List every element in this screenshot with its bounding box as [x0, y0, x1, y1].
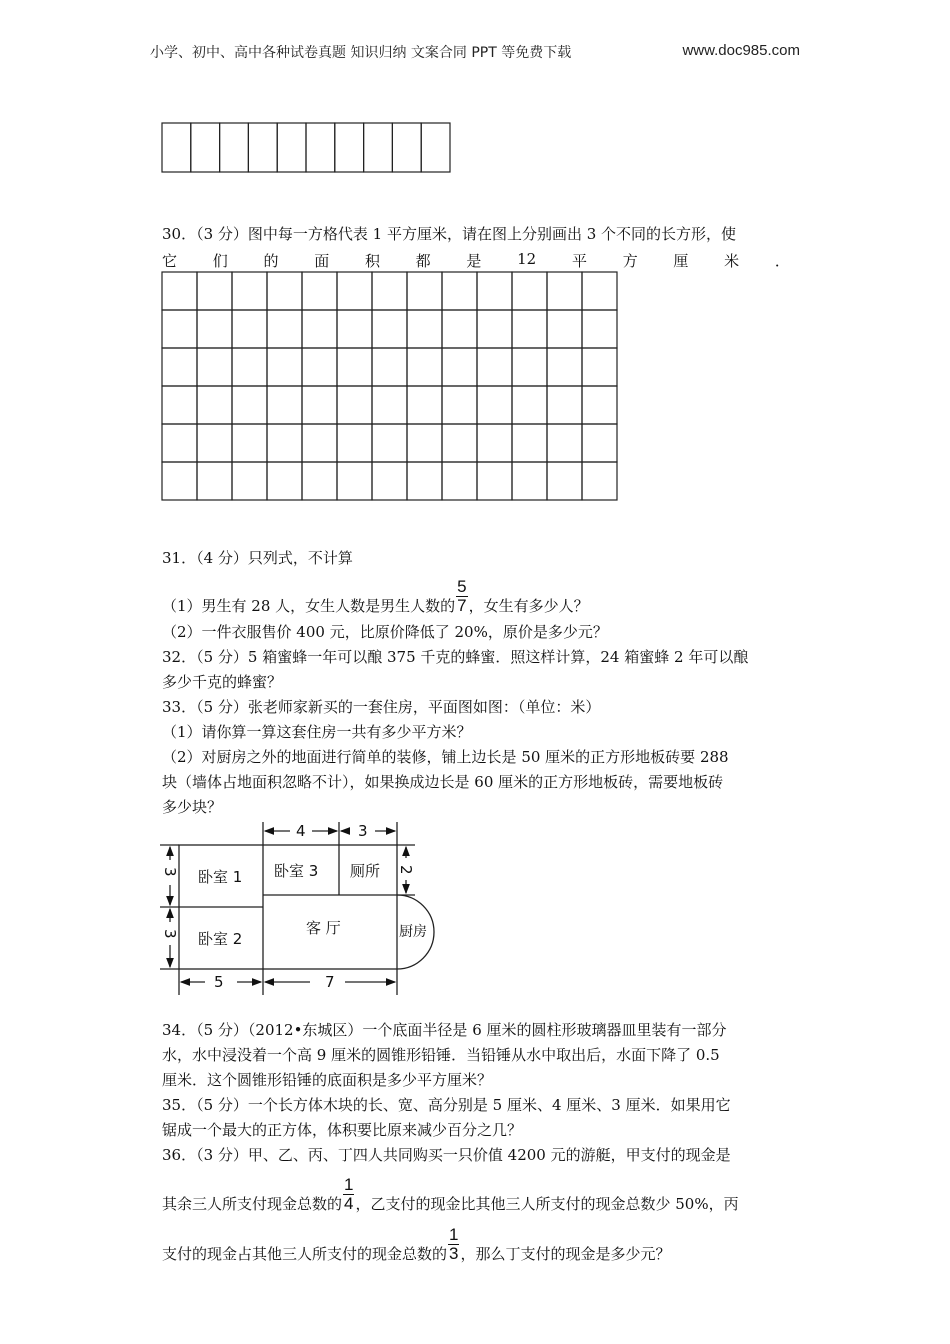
q36-l2: [162, 1176, 739, 1214]
q30-word: 都: [415, 252, 431, 270]
q30-word: 它: [162, 252, 178, 270]
q31-p1-text-b: ，女生有多少人？: [468, 597, 589, 615]
q35-l1: 35．（5 分）一个长方体木块的长、宽、高分别是 5 厘米、4 厘米、3 厘米．如果用它: [162, 1096, 731, 1114]
q30-word: 厘: [673, 252, 689, 270]
q31-title: 31．（4 分）只列式，不计算: [162, 549, 353, 567]
q33-part2-l2: 块（墙体占地面积忽略不计），如果换成边长是 60 厘米的正方形地板砖，需要地板砖: [162, 773, 724, 791]
q30-word: 们: [212, 252, 228, 270]
denominator: 4: [344, 1194, 354, 1213]
dim-top1: 4: [296, 822, 306, 840]
numerator: 1: [344, 1175, 354, 1194]
q34-l2: 水，水中浸没着一个高 9 厘米的圆锥形铅锤．当铅锤从水中取出后，水面下降了 0.5: [162, 1046, 720, 1064]
dim-left1: 3: [161, 867, 179, 877]
q30-word: 12: [517, 250, 537, 268]
room-living: 客 厅: [306, 919, 341, 937]
q36-l3-b: ，那么丁支付的现金是多少元？: [460, 1245, 671, 1263]
q33-part2-l1: （2）对厨房之外的地面进行简单的装修，铺上边长是 50 厘米的正方形地板砖要 288: [162, 748, 729, 766]
numerator: 5: [457, 577, 467, 596]
q30-word: 积: [364, 252, 380, 270]
dim-top2: 3: [358, 822, 368, 840]
q30-word: 面: [314, 252, 330, 270]
q30-line1: 30．（3 分）图中每一方格代表 1 平方厘米，请在图上分别画出 3 个不同的长方形，使: [162, 225, 737, 243]
room-toilet: 厕所: [350, 862, 381, 880]
q36-l1: 36．（3 分）甲、乙、丙、丁四人共同购买一只价值 4200 元的游艇，甲支付的现金是: [162, 1146, 731, 1164]
fraction-1-4: [343, 1176, 354, 1213]
q31-p1-text: （1）男生有 28 人，女生人数是男生人数的: [162, 597, 456, 615]
q30-word: ．: [774, 252, 790, 270]
fraction-1-3: [448, 1226, 459, 1263]
q33-title: 33．（5 分）张老师家新买的一套住房，平面图如图：（单位：米）: [162, 698, 601, 716]
q30-word: 的: [263, 252, 279, 270]
q36-l2-a: 其余三人所支付现金总数的: [162, 1195, 343, 1213]
dim-left2: 3: [161, 929, 179, 939]
q30-word: 米: [724, 252, 740, 270]
denominator: 3: [449, 1244, 459, 1263]
q30-word: 方: [622, 252, 638, 270]
room-bedroom1: 卧室 1: [198, 868, 243, 886]
numerator: 1: [449, 1225, 459, 1244]
denominator: 7: [457, 596, 467, 615]
dim-right: 2: [397, 865, 415, 875]
q30-word: 平: [571, 252, 587, 270]
q36-l2-b: ，乙支付的现金比其他三人所支付的现金总数少 50%，丙: [355, 1195, 739, 1213]
dim-bottom2: 7: [325, 973, 335, 991]
room-bedroom3: 卧室 3: [274, 862, 319, 880]
q34-l1: 34．（5 分）（2012•东城区）一个底面半径是 6 厘米的圆柱形玻璃器皿里装有一部分: [162, 1021, 727, 1039]
q34-l3: 厘米．这个圆锥形铅锤的底面积是多少平方厘米？: [162, 1071, 493, 1089]
q30-word: 是: [466, 252, 482, 270]
q32-line1: 32．（5 分）5 箱蜜蜂一年可以酿 375 千克的蜂蜜．照这样计算，24 箱蜜蜂 2 年可以酿: [162, 648, 749, 666]
q32-line2: 多少千克的蜂蜜？: [162, 673, 283, 691]
q36-l3-a: 支付的现金占其他三人所支付的现金总数的: [162, 1245, 448, 1263]
room-kitchen: 厨房: [399, 924, 427, 940]
q33-part1: （1）请你算一算这套住房一共有多少平方米？: [162, 723, 472, 741]
q33-part2-l3: 多少块？: [162, 798, 223, 816]
header-text: 小学、初中、高中各种试卷真题 知识归纳 文案合同 PPT 等免费下载: [150, 45, 572, 61]
room-bedroom2: 卧室 2: [198, 930, 243, 948]
header-url: www.doc985.com: [682, 42, 800, 59]
q35-l2: 锯成一个最大的正方体，体积要比原来减少百分之几？: [162, 1121, 523, 1139]
q31-part2: （2）一件衣服售价 400 元，比原价降低了 20%，原价是多少元？: [162, 623, 608, 641]
dim-bottom1: 5: [214, 973, 224, 991]
q36-l3: [162, 1226, 671, 1264]
